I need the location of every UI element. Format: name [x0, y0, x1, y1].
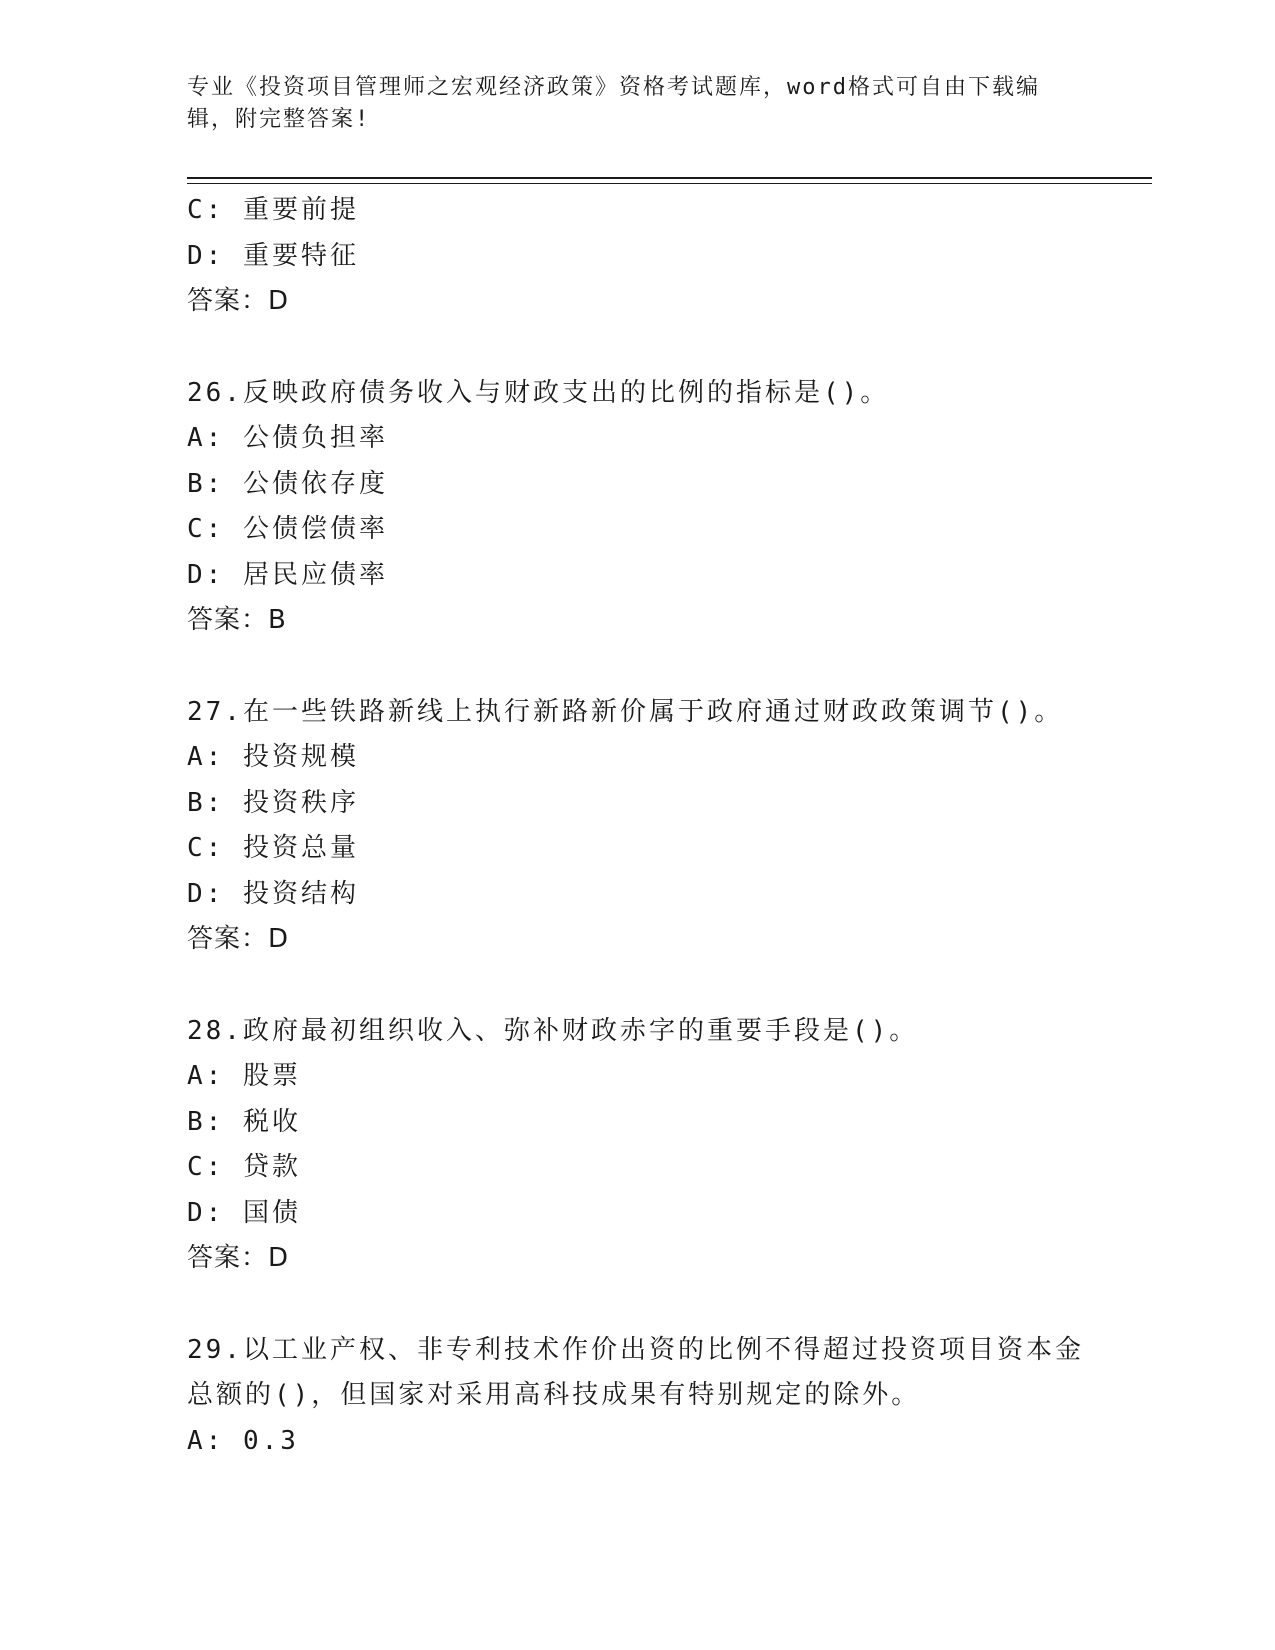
question-26	[187, 371, 1087, 644]
option-a: A: 0.3	[187, 1425, 299, 1456]
header-divider-thick	[187, 177, 1152, 179]
option-c: C: 投资总量	[187, 833, 359, 863]
question-stem-line-1: 29.以工业产权、非专利技术作价出资的比例不得超过投资项目资本金	[187, 1334, 1084, 1365]
option-b: B: 投资秩序	[187, 787, 359, 818]
option-c: C: 公债偿债率	[187, 514, 388, 544]
option-d: D: 重要特征	[187, 240, 359, 271]
option-d: D: 投资结构	[187, 878, 359, 909]
option-c: C: 重要前提	[187, 195, 359, 225]
option-c: C: 贷款	[187, 1152, 301, 1182]
question-list	[187, 188, 1087, 1464]
option-b: B: 公债依存度	[187, 468, 388, 499]
question-stem: 26.反映政府债务收入与财政支出的比例的指标是()。	[187, 377, 890, 408]
answer: 答案：D	[187, 286, 290, 316]
header-line-2: 辑，附完整答案!	[187, 107, 371, 132]
question-27	[187, 690, 1087, 963]
question-stem-line-2: 总额的()，但国家对采用高科技成果有特别规定的除外。	[187, 1380, 921, 1410]
option-b: B: 税收	[187, 1106, 301, 1137]
header-divider-thin	[187, 183, 1152, 184]
question-stem: 27.在一些铁路新线上执行新路新价属于政府通过财政政策调节()。	[187, 696, 1064, 727]
question-28	[187, 1009, 1087, 1282]
option-a: A: 投资规模	[187, 742, 359, 772]
document-header	[187, 72, 1067, 136]
question-29	[187, 1328, 1087, 1465]
header-line-1: 专业《投资项目管理师之宏观经济政策》资格考试题库，word格式可自由下载编	[187, 75, 1040, 100]
answer: 答案：B	[187, 605, 287, 635]
option-a: A: 公债负担率	[187, 423, 388, 453]
option-a: A: 股票	[187, 1061, 301, 1091]
question-stem: 28.政府最初组织收入、弥补财政赤字的重要手段是()。	[187, 1015, 919, 1046]
answer: 答案：D	[187, 1243, 290, 1273]
option-d: D: 居民应债率	[187, 559, 388, 590]
option-d: D: 国债	[187, 1197, 301, 1228]
answer: 答案：D	[187, 924, 290, 954]
